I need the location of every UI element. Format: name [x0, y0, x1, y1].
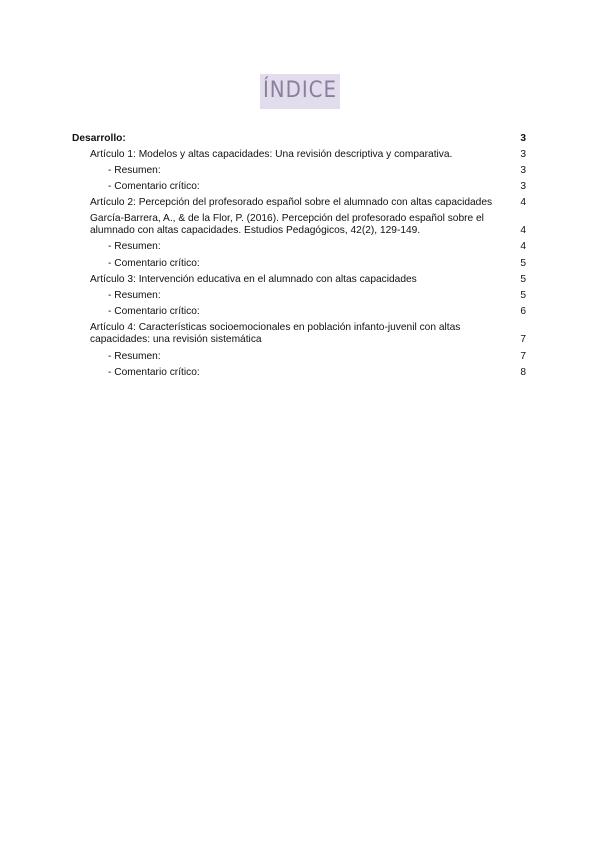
toc-entry-label: - Comentario crítico: [108, 180, 200, 192]
toc-entry-label: Desarrollo: [72, 133, 126, 144]
toc-entry-articulo-1-comentario[interactable] [72, 181, 526, 194]
toc-entry-page: 7 [520, 350, 526, 362]
toc-entry-page: 3 [520, 133, 526, 144]
toc-entry-desarrollo[interactable] [72, 133, 526, 146]
toc-entry-label: Artículo 3: Intervención educativa en el alumnado con altas capacidades [90, 273, 417, 285]
toc-entry-label: - Resumen: [108, 164, 161, 176]
toc-entry-label: - Comentario crítico: [108, 257, 200, 269]
toc-entry-articulo-4-comentario[interactable] [72, 367, 526, 380]
toc-entry-label: - Resumen: [108, 289, 161, 301]
toc-entry-articulo-2-resumen[interactable] [72, 241, 526, 254]
toc-entry-page: 3 [520, 180, 526, 192]
toc-entry-page: 4 [520, 241, 526, 253]
toc-entry-page: 4 [520, 196, 526, 208]
toc-entry-page: 7 [520, 334, 526, 346]
toc-entry-label: Artículo 2: Percepción del profesorado español sobre el alumnado con altas capacidades [90, 196, 493, 208]
toc-entry-articulo-4-resumen[interactable] [72, 351, 526, 364]
toc-entry-page: 8 [520, 366, 526, 378]
page-title: ÍNDICE [260, 74, 340, 109]
toc-entry-page: 3 [520, 164, 526, 176]
toc-entry-label: - Resumen: [108, 350, 161, 362]
toc-entry-articulo-3-comentario[interactable] [72, 306, 526, 319]
toc-entry-page: 5 [520, 257, 526, 269]
toc-entry-label: - Resumen: [108, 241, 161, 253]
toc-entry-page: 5 [520, 289, 526, 301]
toc-entry-page: 5 [520, 273, 526, 285]
toc-entry-label: Artículo 4: Características socioemocionales en población infanto-juvenil con altas capacidades: una revisión sistemática [90, 321, 461, 346]
toc-entry-articulo-3-resumen[interactable] [72, 290, 526, 303]
toc-entry-page: 6 [520, 305, 526, 317]
toc-entry-articulo-4[interactable] [72, 322, 526, 347]
toc-entry-label: - Comentario crítico: [108, 305, 200, 317]
toc-entry-articulo-3[interactable] [72, 274, 526, 287]
title-wrapper [0, 74, 600, 109]
toc-entry-articulo-2-comentario[interactable] [72, 258, 526, 271]
toc-entry-page: 4 [520, 225, 526, 237]
toc-entry-articulo-1-resumen[interactable] [72, 165, 526, 178]
toc-entry-label: Artículo 1: Modelos y altas capacidades: Una revisión descriptiva y comparativa. [90, 148, 453, 160]
toc-entry-label: - Comentario crítico: [108, 366, 200, 378]
toc-entry-page: 3 [520, 148, 526, 160]
toc-entry-articulo-1[interactable] [72, 149, 526, 162]
toc-entry-articulo-2[interactable] [72, 197, 526, 210]
toc-entry-articulo-2-referencia[interactable] [72, 213, 526, 238]
table-of-contents [72, 133, 526, 383]
toc-entry-label: García-Barrera, A., & de la Flor, P. (2016). Percepción del profesorado español sobre el alumnado con altas capacidades. Estudios Pedagógicos, 42(2), 129-149. [90, 212, 484, 237]
